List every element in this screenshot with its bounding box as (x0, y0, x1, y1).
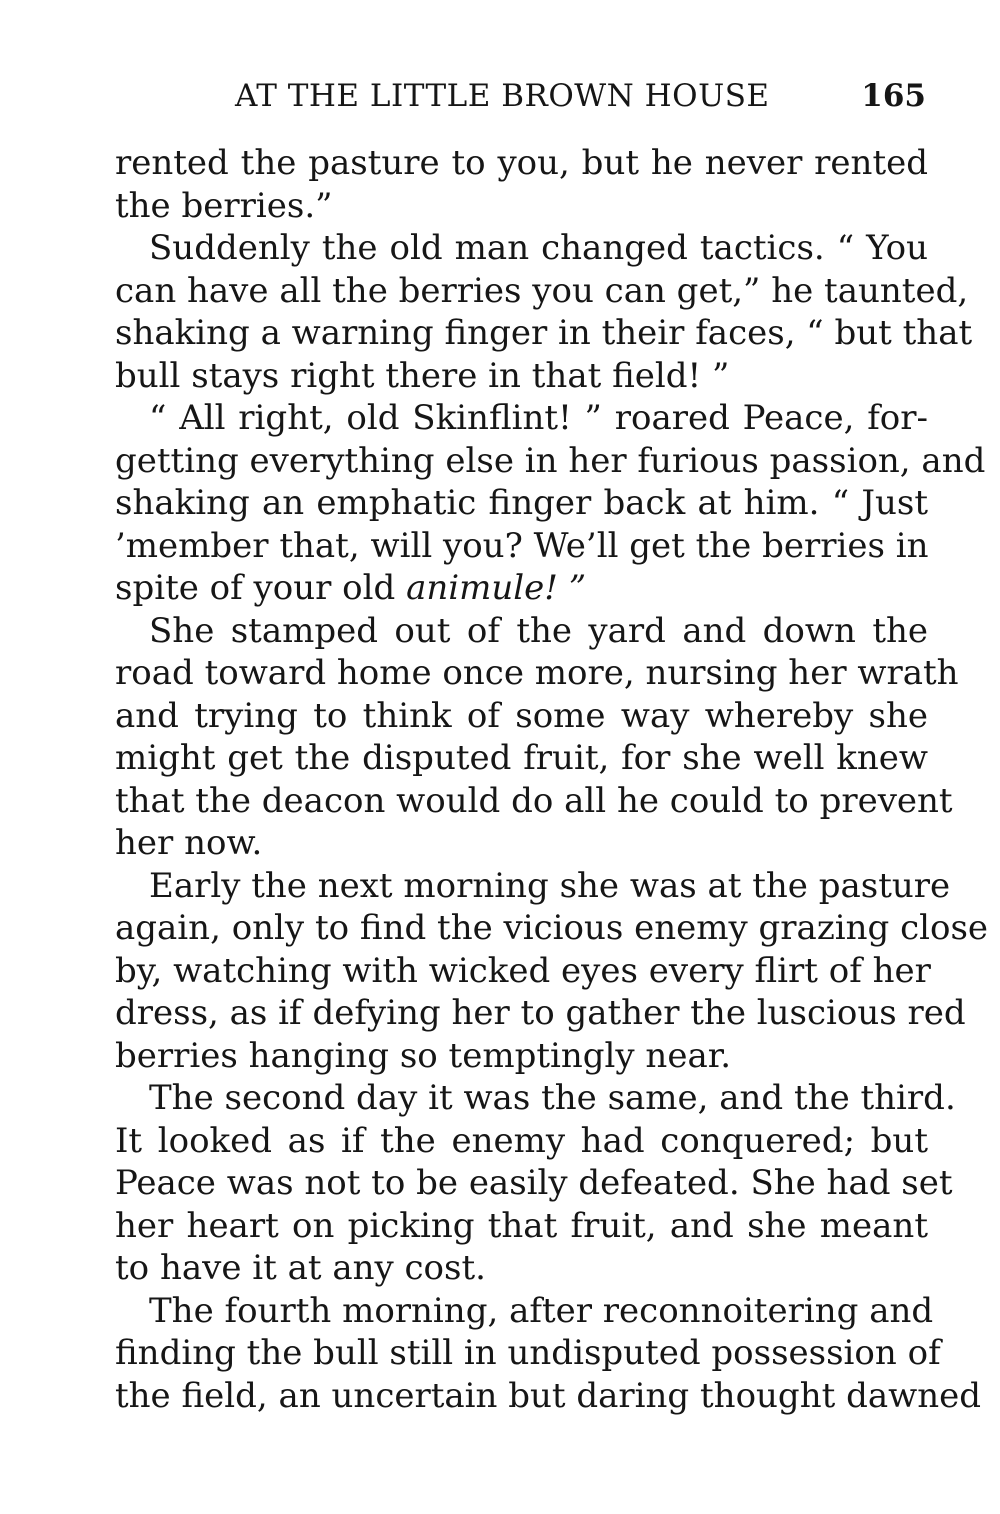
text-line: Early the next morning she was at the pasture (149, 865, 951, 906)
text-line: road toward home once more, nursing her wrath (115, 653, 959, 693)
text-line: bull stays right there in that field! ” (115, 355, 730, 396)
text-line: finding the bull still in undisputed possession of (115, 1333, 941, 1373)
text-line: again, only to find the vicious enemy grazing close (115, 908, 989, 948)
text-line: The second day it was the same, and the third. (149, 1078, 956, 1118)
text-line: The fourth morning, after reconnoitering and (149, 1290, 934, 1331)
text-line: dress, as if defying her to gather the luscious red (115, 993, 966, 1033)
text-line: that the deacon would do all he could to prevent (115, 780, 953, 821)
text-line: the berries.” (115, 185, 333, 226)
text-line: ’member that, will you? We’ll get the berries in (115, 525, 929, 566)
page-header (115, 70, 928, 118)
text-line: shaking an emphatic finger back at him. “ Just (115, 483, 928, 523)
text-line-start: spite of your old (115, 568, 396, 608)
running-title: AT THE LITTLE BROWN HOUSE (235, 78, 770, 114)
text-line: her heart on picking that fruit, and she meant (115, 1205, 928, 1246)
italic-word: animule! (406, 568, 558, 608)
text-line: and trying to think of some way whereby she (115, 695, 928, 736)
text-line: her now. (115, 823, 263, 863)
text-line: getting everything else in her furious passion, and (115, 440, 986, 481)
page-number: 165 (861, 78, 926, 114)
body-text (115, 142, 989, 1417)
text-line: berries hanging so temptingly near. (115, 1035, 732, 1076)
text-line: Peace was not to be easily defeated. She had set (115, 1163, 953, 1203)
text-line: to have it at any cost. (115, 1248, 486, 1288)
text-line: It looked as if the enemy had conquered; but (115, 1120, 928, 1161)
text-line: can have all the berries you can get,” he taunted, (115, 270, 969, 311)
text-line: rented the pasture to you, but he never rented (115, 143, 928, 183)
text-line: the field, an uncertain but daring thought dawned (115, 1375, 981, 1416)
text-line: She stamped out of the yard and down the (149, 610, 928, 651)
text-line: by, watching with wicked eyes every flirt of her (115, 950, 931, 991)
text-line: “ All right, old Skinflint! ” roared Peace, for- (149, 398, 928, 438)
text-line: shaking a warning finger in their faces, “ but that (115, 313, 973, 353)
text-line (115, 567, 928, 610)
text-line: might get the disputed fruit, for she well knew (115, 738, 928, 778)
text-line: Suddenly the old man changed tactics. “ You (149, 228, 928, 268)
closing-quote: ” (557, 568, 587, 608)
